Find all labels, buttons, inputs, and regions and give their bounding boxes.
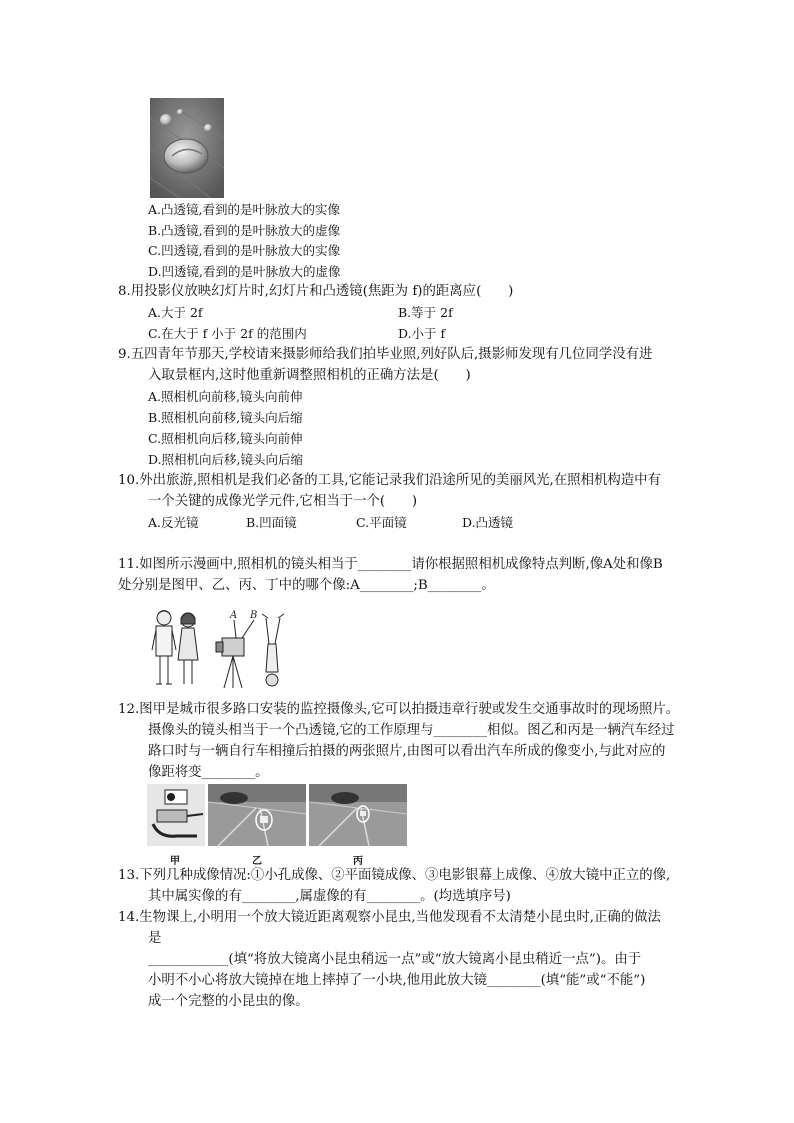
q7-option-b: B.凸透镜,看到的是叶脉放大的虚像 xyxy=(148,223,341,238)
q10-stem-line1: 10.外出旅游,照相机是我们必备的工具,它能记录我们沿途所见的美丽风光,在照相机构造中有 xyxy=(118,473,661,488)
q12-line1: 12.图甲是城市很多路口安装的监控摄像头,它可以拍摄违章行驶或发生交通事故时的现场照片。 xyxy=(118,702,680,717)
q9-stem-line1: 9.五四青年节那天,学校请来摄影师给我们拍毕业照,列好队后,摄影师发现有几位同学没有进 xyxy=(118,347,653,362)
q11-line1: 11.如图所示漫画中,照相机的镜头相当于________请你根据照相机成像特点判断,像A处和像B xyxy=(118,557,663,572)
q7-option-d: D.凹透镜,看到的是叶脉放大的虚像 xyxy=(148,264,341,279)
q10-option-d: D.凸透镜 xyxy=(462,515,514,530)
q7-option-c: C.凹透镜,看到的是叶脉放大的实像 xyxy=(148,243,341,258)
q9-option-a: A.照相机向前移,镜头向前伸 xyxy=(148,389,303,404)
q14-line2: 是 xyxy=(148,931,162,946)
q9-option-c: C.照相机向后移,镜头向前伸 xyxy=(148,431,303,446)
fig-label-b: B xyxy=(250,610,258,621)
caption-bing: 丙 xyxy=(353,856,363,867)
q13-line1: 13.下列几种成像情况:①小孔成像、②平面镜成像、③电影银幕上成像、④放大镜中正立的像, xyxy=(118,868,671,883)
q7-option-a: A.凸透镜,看到的是叶脉放大的实像 xyxy=(148,202,340,217)
caption-yi: 乙 xyxy=(252,856,262,867)
q10-option-c: C.平面镜 xyxy=(356,515,407,530)
q8-option-a: A.大于 2f xyxy=(148,305,203,320)
q9-option-d: D.照相机向后移,镜头向后缩 xyxy=(148,452,304,467)
q12-line3: 路口时与一辆自行车相撞后拍摄的两张照片,由图可以看出汽车所成的像变小,与此对应的 xyxy=(148,744,666,759)
caption-jia: 甲 xyxy=(170,856,180,867)
fig-label-a: A xyxy=(230,610,238,621)
q8-option-b: B.等于 2f xyxy=(398,305,453,320)
q14-line3: ____________(填“将放大镜离小昆虫稍远一点”或“放大镜离小昆虫稍近一点”)。由于 xyxy=(148,952,642,967)
q9-stem-line2: 入取景框内,这时他重新调整照相机的正确方法是( ) xyxy=(148,368,471,383)
q14-line4: 小明不小心将放大镜掉在地上摔掉了一小块,他用此放大镜________(填“能”或“不能”) xyxy=(148,973,646,988)
traffic-photo-yi xyxy=(208,784,306,846)
q14-line1: 14.生物课上,小明用一个放大镜近距离观察小昆虫,当他发现看不太清楚小昆虫时,正确的做法 xyxy=(118,910,661,925)
q10-stem-line2: 一个关键的成像光学元件,它相当于一个( ) xyxy=(148,494,418,509)
q10-option-a: A.反光镜 xyxy=(148,515,199,530)
q10-option-b: B.凹面镜 xyxy=(246,515,297,530)
q8-option-d: D.小于 f xyxy=(398,326,446,341)
surveillance-camera-photo xyxy=(147,784,205,846)
q12-line2: 摄像头的镜头相当于一个凸透镜,它的工作原理与________相似。图乙和丙是一辆汽车经过 xyxy=(148,723,675,738)
q8-stem: 8.用投影仪放映幻灯片时,幻灯片和凸透镜(焦距为 f)的距离应( ) xyxy=(118,284,514,299)
q9-option-b: B.照相机向前移,镜头向后缩 xyxy=(148,410,303,425)
traffic-photo-bing xyxy=(309,784,407,846)
q8-option-c: C.在大于 f 小于 2f 的范围内 xyxy=(148,326,307,341)
leaf-water-drop-figure xyxy=(150,98,224,198)
q11-line2: 处分别是图甲、乙、丙、丁中的哪个像:A________;B________。 xyxy=(118,578,495,593)
q13-line2: 其中属实像的有________,属虚像的有________。(均选填序号) xyxy=(148,889,511,904)
q12-line4: 像距将变________。 xyxy=(148,765,269,780)
camera-cartoon-figure xyxy=(150,604,290,692)
q14-line5: 成一个完整的小昆虫的像。 xyxy=(148,994,309,1009)
